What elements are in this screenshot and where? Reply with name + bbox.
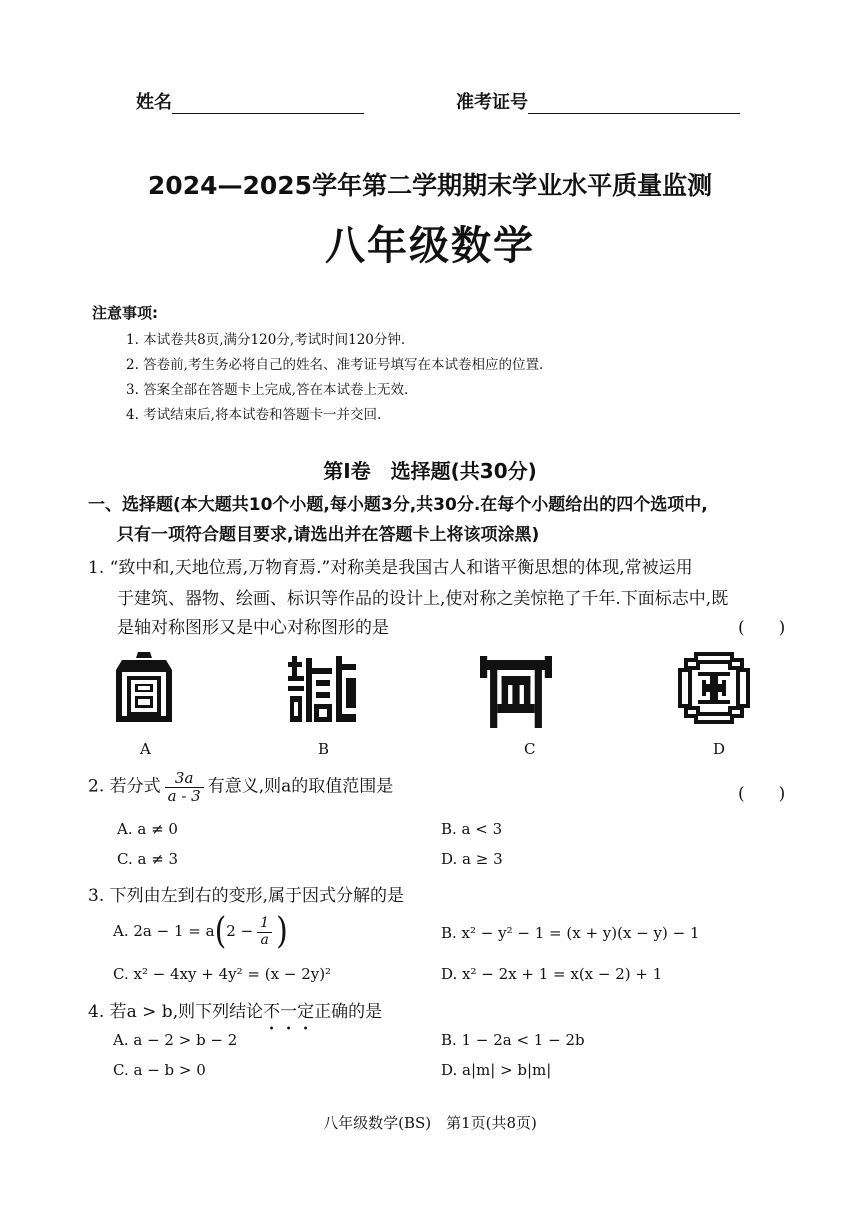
- q3-option-b[interactable]: B. x² − y² − 1 = (x + y)(x − y) − 1: [441, 924, 700, 942]
- q3-fraction-denominator: a: [260, 931, 269, 948]
- q1-option-a-label[interactable]: A: [140, 740, 151, 758]
- q4-emphasis-char: 一: [280, 1002, 298, 1022]
- q4-option-b[interactable]: B. 1 − 2a < 1 − 2b: [441, 1031, 585, 1049]
- q2-answer-paren[interactable]: ( ): [738, 784, 786, 804]
- q3-stem: 3. 下列由左到右的变形,属于因式分解的是: [88, 886, 405, 906]
- q3-fraction-numerator: 1: [257, 916, 272, 932]
- subject-title: 八年级数学: [325, 223, 535, 269]
- q4-stem: [88, 997, 382, 1022]
- q1-stem-3: 是轴对称图形又是中心对称图形的是: [117, 618, 389, 638]
- q1-stem-2: 于建筑、器物、绘画、标识等作品的设计上,使对称之美惊艳了千年.下面标志中,既: [117, 589, 729, 609]
- q2-option-d[interactable]: D. a ≥ 3: [441, 850, 503, 868]
- logo-b-icon: [286, 654, 358, 726]
- q3-option-a[interactable]: [113, 910, 288, 953]
- logo-a-icon: [108, 650, 180, 722]
- part1-title: 第Ⅰ卷 选择题(共30分): [323, 459, 537, 483]
- name-label: 姓名: [136, 92, 172, 113]
- q2-fraction-numerator: 3a: [165, 770, 204, 788]
- exam-title: 2024—2025学年第二学期期末学业水平质量监测: [147, 171, 713, 200]
- exam-id-label: 准考证号: [456, 92, 528, 113]
- q1-option-d-label[interactable]: D: [713, 740, 726, 758]
- q2-stem-suffix: 有意义,则a的取值范围是: [207, 776, 394, 797]
- logo-d-icon: [678, 652, 750, 724]
- exam-id-field[interactable]: [456, 88, 740, 114]
- q2-stem: [88, 770, 393, 804]
- right-paren: ): [276, 910, 288, 953]
- q4-stem-prefix: 4. 若a > b,则下列结论: [88, 1002, 264, 1022]
- q2-option-a[interactable]: A. a ≠ 0: [117, 820, 178, 838]
- page-footer: 八年级数学(BS) 第1页(共8页): [323, 1114, 537, 1132]
- q3-option-a-prefix: A. 2a − 1 = a: [113, 922, 215, 940]
- notice-item: 2. 答卷前,考生务必将自己的姓名、准考证号填写在本试卷相应的位置.: [126, 357, 544, 373]
- q1-answer-paren[interactable]: ( ): [738, 618, 786, 638]
- q2-option-b[interactable]: B. a < 3: [441, 820, 503, 838]
- exam-id-blank[interactable]: [528, 93, 740, 114]
- notice-item: 3. 答案全部在答题卡上完成,答在本试卷上无效.: [126, 382, 409, 398]
- q1-option-b-label[interactable]: B: [318, 740, 330, 758]
- part1-instructions-1: 一、选择题(本大题共10个小题,每小题3分,共30分.在每个小题给出的四个选项中,: [88, 495, 708, 515]
- notice-heading: 注意事项:: [92, 304, 158, 322]
- q4-stem-suffix: 正确的是: [314, 1002, 383, 1022]
- part1-instructions-2: 只有一项符合题目要求,请选出并在答题卡上将该项涂黑): [117, 525, 540, 545]
- q4-option-d[interactable]: D. a|m| > b|m|: [441, 1061, 552, 1079]
- q2-fraction: [165, 770, 204, 804]
- q4-option-a[interactable]: A. a − 2 > b − 2: [113, 1031, 238, 1049]
- q3-option-a-fraction: [257, 916, 272, 948]
- logo-c-icon: [480, 656, 552, 728]
- q3-option-a-inner: 2 −: [226, 922, 254, 940]
- q3-option-c[interactable]: C. x² − 4xy + 4y² = (x − 2y)²: [113, 965, 332, 983]
- q1-stem-1: 1. “致中和,天地位焉,万物育焉.”对称美是我国古人和谐平衡思想的体现,常被运用: [88, 558, 693, 578]
- q4-emphasis-char: 定: [297, 1002, 315, 1022]
- name-blank[interactable]: [172, 93, 364, 114]
- notice-item: 4. 考试结束后,将本试卷和答题卡一并交回.: [126, 407, 382, 423]
- notice-item: 1. 本试卷共8页,满分120分,考试时间120分钟.: [126, 332, 406, 348]
- q1-option-c-label[interactable]: C: [524, 740, 536, 758]
- q2-fraction-denominator: a - 3: [167, 786, 201, 805]
- q4-emphasis-char: 不: [263, 1002, 281, 1022]
- q4-option-c[interactable]: C. a − b > 0: [113, 1061, 206, 1079]
- q2-stem-prefix: 2. 若分式: [88, 776, 161, 797]
- q3-option-d[interactable]: D. x² − 2x + 1 = x(x − 2) + 1: [441, 965, 663, 983]
- q2-option-c[interactable]: C. a ≠ 3: [117, 850, 179, 868]
- name-field[interactable]: [136, 88, 364, 114]
- left-paren: (: [214, 910, 227, 953]
